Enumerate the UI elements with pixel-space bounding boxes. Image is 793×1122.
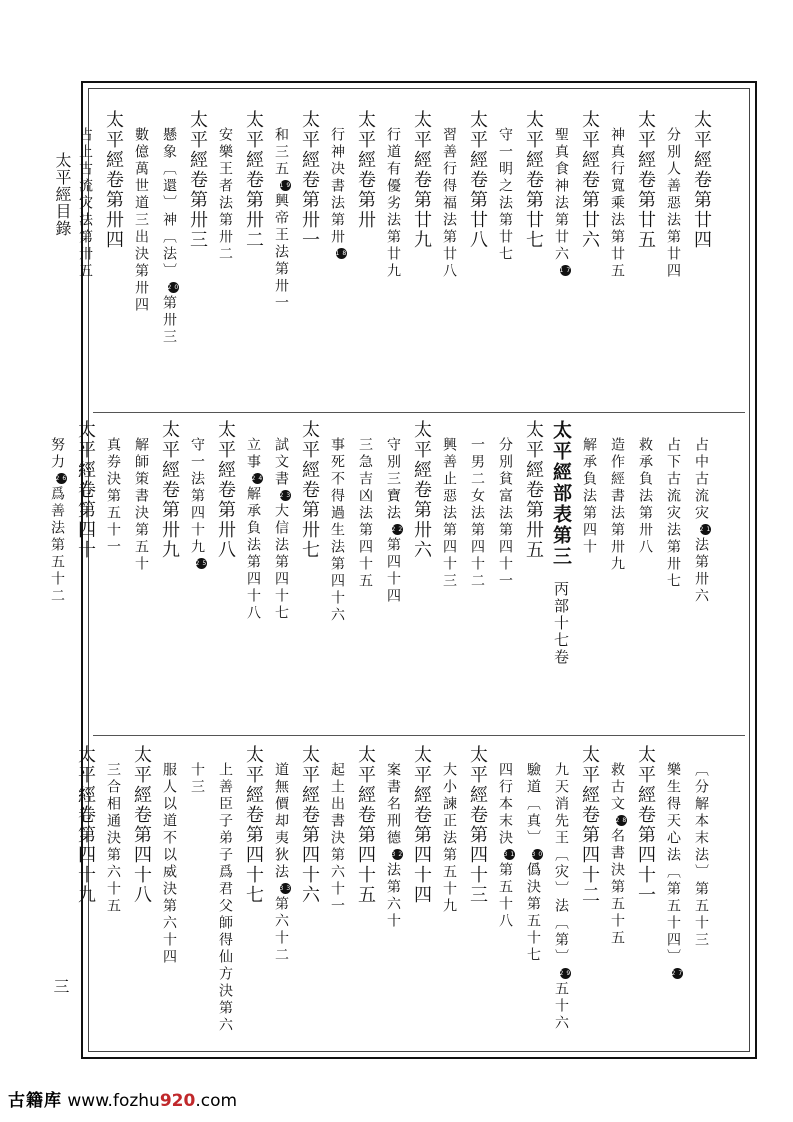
toc-entry-text: 太平經卷第卅 bbox=[355, 110, 376, 230]
toc-volume-heading bbox=[295, 745, 323, 1045]
toc-entry-text: 救承負法第卅八 bbox=[637, 437, 653, 556]
toc-volume-heading bbox=[631, 110, 659, 410]
toc-entry-text: 太平經卷第四十六 bbox=[299, 745, 320, 905]
toc-entry-text: 努力 bbox=[49, 437, 65, 471]
footnote-marker: 18 bbox=[335, 250, 350, 257]
band-divider bbox=[93, 412, 745, 413]
toc-volume-heading bbox=[211, 420, 239, 732]
toc-volume-heading bbox=[407, 110, 435, 410]
toc-entry-text: 三合相通決第六十五 bbox=[105, 762, 121, 915]
toc-entry bbox=[127, 420, 155, 732]
toc-entry-text: 十三 bbox=[189, 762, 205, 796]
toc-entry bbox=[659, 110, 687, 410]
toc-entry bbox=[547, 110, 575, 410]
toc-volume-heading bbox=[519, 420, 547, 732]
toc-entry bbox=[659, 420, 687, 732]
toc-entry-text: 分別貧富法第四十一 bbox=[497, 437, 513, 590]
toc-entry bbox=[71, 110, 99, 410]
toc-entry bbox=[547, 745, 575, 1045]
toc-entry-text: 造作經書法第卅九 bbox=[609, 437, 625, 573]
toc-entry-text: 驗道〔真〕 bbox=[525, 762, 541, 847]
toc-entry-text-cont: 名書決第五十五 bbox=[609, 828, 625, 947]
toc-columns bbox=[75, 745, 715, 1045]
footnote-marker: 20 bbox=[167, 284, 182, 291]
toc-entry-text: 太平經卷第四十八 bbox=[131, 745, 152, 905]
toc-entry-text: 興善止惡法第四十三 bbox=[441, 437, 457, 590]
toc-entry bbox=[267, 745, 295, 1045]
footnote-marker: 33 bbox=[279, 885, 294, 892]
footnote-marker: 17 bbox=[559, 267, 574, 274]
toc-entry-text-cont: 大信法第四十七 bbox=[273, 503, 289, 622]
footnote-marker: 27 bbox=[671, 970, 686, 977]
toc-entry bbox=[435, 420, 463, 732]
toc-entry-text: 占中古流灾 bbox=[693, 437, 709, 522]
toc-entry-text: 解師策書決第五十 bbox=[133, 437, 149, 573]
toc-volume-heading bbox=[295, 420, 323, 732]
toc-entry-text: 和三五 bbox=[273, 127, 289, 178]
footnote-marker: 28 bbox=[615, 817, 630, 824]
toc-columns bbox=[77, 110, 715, 410]
toc-entry-text-cont: 法第卅六 bbox=[693, 537, 709, 605]
toc-entry bbox=[99, 420, 127, 732]
toc-entry bbox=[211, 110, 239, 410]
toc-entry-text: 三急吉凶法第四十五 bbox=[357, 437, 373, 590]
toc-entry-text: 安樂王者法第卅二 bbox=[217, 127, 233, 263]
toc-entry bbox=[99, 745, 127, 1045]
toc-entry bbox=[267, 420, 295, 732]
footnote-marker: 22 bbox=[391, 526, 406, 533]
toc-entry-text: 聖真食神法第廿六 bbox=[553, 127, 569, 263]
toc-entry bbox=[603, 110, 631, 410]
toc-entry-text-cont: 第卅三 bbox=[161, 295, 177, 346]
toc-entry-text-cont: 興帝王法第卅一 bbox=[273, 193, 289, 312]
book-margin-title: 太平經目錄 bbox=[53, 152, 72, 237]
toc-entry bbox=[463, 420, 491, 732]
toc-entry bbox=[687, 745, 715, 1045]
toc-entry-text: 樂生得天心法〔第五十四〕 bbox=[665, 762, 681, 966]
toc-volume-heading bbox=[575, 745, 603, 1045]
toc-volume-heading bbox=[463, 110, 491, 410]
site-url-prefix: www.fozhu bbox=[62, 1091, 160, 1111]
toc-entry-text: 習善行得福法第廿八 bbox=[441, 127, 457, 280]
toc-entry bbox=[155, 110, 183, 410]
toc-entry-text: 太平經卷第廿七 bbox=[523, 110, 544, 250]
toc-entry-text: 太平經卷第卅九 bbox=[159, 420, 180, 560]
toc-entry bbox=[43, 420, 71, 732]
site-url-number: 920 bbox=[159, 1091, 196, 1111]
toc-entry bbox=[183, 420, 211, 732]
toc-entry-text: 事死不得過生法第四十六 bbox=[329, 437, 345, 624]
toc-entry-text: 太平經卷第四十五 bbox=[355, 745, 376, 905]
toc-entry-text: 行道有優劣法第廿九 bbox=[385, 127, 401, 280]
toc-entry bbox=[379, 745, 407, 1045]
toc-entry-text-cont: 爲善法第五十二 bbox=[49, 486, 65, 605]
toc-volume-heading bbox=[407, 420, 435, 732]
toc-entry-text: 太平經部表第三 bbox=[550, 420, 572, 567]
toc-entry bbox=[351, 420, 379, 732]
toc-entry-text: 太平經卷第卅六 bbox=[411, 420, 432, 560]
toc-entry-text: 太平經卷第四十九 bbox=[75, 745, 96, 905]
toc-volume-heading bbox=[239, 745, 267, 1045]
toc-entry-text: 太平經卷第四十一 bbox=[635, 745, 656, 905]
footnote-marker: 21 bbox=[699, 526, 714, 533]
site-name-cn: 古籍库 bbox=[8, 1091, 62, 1111]
toc-entry-text-cont: 第五十八 bbox=[497, 862, 513, 930]
footnote-marker: 32 bbox=[391, 851, 406, 858]
toc-entry-text: 太平經卷第廿八 bbox=[467, 110, 488, 250]
toc-entry-text: 太平經卷第廿四 bbox=[691, 110, 712, 250]
toc-entry bbox=[603, 745, 631, 1045]
toc-volume-heading bbox=[155, 420, 183, 732]
toc-entry-text-cont: 法第六十 bbox=[385, 862, 401, 930]
toc-entry-text: 道無價却夷狄法 bbox=[273, 762, 289, 881]
toc-entry-text: 上善臣子弟子爲君父師得仙方決第六 bbox=[217, 762, 233, 1034]
toc-entry bbox=[491, 745, 519, 1045]
toc-volume-heading bbox=[71, 745, 99, 1045]
toc-entry bbox=[491, 420, 519, 732]
toc-entry-text: 九天消先王〔灾〕法〔第〕 bbox=[553, 762, 569, 966]
toc-entry-text: 大小諫正法第五十九 bbox=[441, 762, 457, 915]
toc-entry-text: 太平經卷第卅四 bbox=[103, 110, 124, 250]
toc-entry-text: 守一明之法第廿七 bbox=[497, 127, 513, 263]
toc-entry bbox=[435, 110, 463, 410]
part-volume-count: 丙部十七卷 bbox=[552, 581, 570, 666]
footnote-marker: 25 bbox=[195, 560, 210, 567]
toc-entry bbox=[631, 420, 659, 732]
toc-volume-heading bbox=[575, 110, 603, 410]
toc-entry-text: 一男二女法第四十二 bbox=[469, 437, 485, 590]
toc-entry-text: 試文書 bbox=[273, 437, 289, 488]
toc-volume-heading bbox=[547, 420, 575, 732]
toc-entry bbox=[491, 110, 519, 410]
toc-entry-text: 太平經卷第卅三 bbox=[187, 110, 208, 250]
toc-entry bbox=[155, 745, 183, 1045]
toc-entry bbox=[267, 110, 295, 410]
toc-entry-text: 案書名刑德 bbox=[385, 762, 401, 847]
toc-entry-text: 服人以道不以威決第六十四 bbox=[161, 762, 177, 966]
toc-entry bbox=[435, 745, 463, 1045]
toc-volume-heading bbox=[687, 110, 715, 410]
toc-entry bbox=[211, 745, 239, 1045]
toc-volume-heading bbox=[99, 110, 127, 410]
toc-entry-text: 占上古流灾法第卅五 bbox=[77, 127, 93, 280]
toc-entry-text: 守一法第四十九 bbox=[189, 437, 205, 556]
toc-entry-text: 起土出書決第六十一 bbox=[329, 762, 345, 915]
toc-entry bbox=[519, 745, 547, 1045]
toc-entry-text: 真券決第五十一 bbox=[105, 437, 121, 556]
toc-entry-text: 太平經卷第卅五 bbox=[523, 420, 544, 560]
toc-entry-text-cont: 僞決第五十七 bbox=[525, 862, 541, 964]
toc-band-top bbox=[77, 110, 715, 410]
toc-band-bottom bbox=[75, 745, 715, 1045]
toc-volume-heading bbox=[183, 110, 211, 410]
toc-entry-text: 分別人善惡法第廿四 bbox=[665, 127, 681, 280]
toc-entry-text: 太平經卷第四十二 bbox=[579, 745, 600, 905]
toc-volume-heading bbox=[407, 745, 435, 1045]
toc-entry-text: 太平經卷第卅二 bbox=[243, 110, 264, 250]
toc-entry-text: 太平經卷第卅一 bbox=[299, 110, 320, 250]
footnote-marker: 30 bbox=[531, 851, 546, 858]
toc-entry bbox=[575, 420, 603, 732]
toc-entry-text: 懸象〔還〕神〔法〕 bbox=[161, 127, 177, 280]
toc-entry bbox=[323, 110, 351, 410]
toc-entry-text: 太平經卷第廿五 bbox=[635, 110, 656, 250]
toc-entry-text-cont: 解承負法第四十八 bbox=[245, 486, 261, 622]
toc-entry-text: 守別三寶法 bbox=[385, 437, 401, 522]
page-number: 三 bbox=[51, 978, 70, 994]
toc-entry-text: 〔分解本末法〕第五十三 bbox=[693, 762, 709, 949]
footnote-marker: 19 bbox=[279, 182, 294, 189]
toc-volume-heading bbox=[71, 420, 99, 732]
toc-entry-text: 太平經卷第四十三 bbox=[467, 745, 488, 905]
toc-columns bbox=[49, 420, 715, 732]
toc-entry-text: 太平經卷第廿六 bbox=[579, 110, 600, 250]
toc-volume-heading bbox=[351, 745, 379, 1045]
toc-entry-text-cont: 五十六 bbox=[553, 981, 569, 1032]
toc-entry-text-cont: 第四十四 bbox=[385, 537, 401, 605]
toc-entry bbox=[379, 110, 407, 410]
toc-entry-text: 占下古流灾法第卅七 bbox=[665, 437, 681, 590]
toc-entry-text: 救古文 bbox=[609, 762, 625, 813]
toc-entry-text: 太平經卷第卅七 bbox=[299, 420, 320, 560]
toc-entry-text: 神真行寬乘法第廿五 bbox=[609, 127, 625, 280]
footnote-marker: 26 bbox=[55, 475, 70, 482]
toc-entry bbox=[127, 110, 155, 410]
toc-entry bbox=[687, 420, 715, 732]
toc-entry bbox=[659, 745, 687, 1045]
toc-volume-heading bbox=[295, 110, 323, 410]
toc-entry-text: 數億萬世道三出決第卅四 bbox=[133, 127, 149, 314]
footnote-marker: 31 bbox=[503, 851, 518, 858]
footnote-marker: 24 bbox=[251, 475, 266, 482]
footnote-marker: 23 bbox=[279, 492, 294, 499]
toc-entry-text: 太平經卷第四十七 bbox=[243, 745, 264, 905]
toc-volume-heading bbox=[239, 110, 267, 410]
toc-entry bbox=[183, 745, 211, 1045]
band-divider bbox=[93, 735, 745, 736]
toc-entry-text: 太平經卷第四十四 bbox=[411, 745, 432, 905]
toc-entry bbox=[323, 745, 351, 1045]
toc-entry bbox=[603, 420, 631, 732]
toc-entry-text: 行神决書法第卅 bbox=[329, 127, 345, 246]
toc-entry bbox=[239, 420, 267, 732]
footnote-marker: 29 bbox=[559, 970, 574, 977]
toc-entry-text: 太平經卷第四十 bbox=[75, 420, 96, 560]
toc-entry bbox=[323, 420, 351, 732]
toc-entry-text-cont: 第六十二 bbox=[273, 896, 289, 964]
toc-band-middle bbox=[49, 420, 715, 732]
toc-entry bbox=[379, 420, 407, 732]
toc-volume-heading bbox=[351, 110, 379, 410]
toc-volume-heading bbox=[519, 110, 547, 410]
toc-volume-heading bbox=[127, 745, 155, 1045]
toc-entry-text: 四行本末決 bbox=[497, 762, 513, 847]
site-watermark bbox=[8, 1088, 308, 1114]
toc-volume-heading bbox=[463, 745, 491, 1045]
toc-entry-text: 解承負法第四十 bbox=[581, 437, 597, 556]
site-url-suffix: .com bbox=[195, 1091, 238, 1111]
toc-entry-text: 太平經卷第卅八 bbox=[215, 420, 236, 560]
toc-entry-text: 太平經卷第廿九 bbox=[411, 110, 432, 250]
toc-entry-text: 立事 bbox=[245, 437, 261, 471]
toc-volume-heading bbox=[631, 745, 659, 1045]
